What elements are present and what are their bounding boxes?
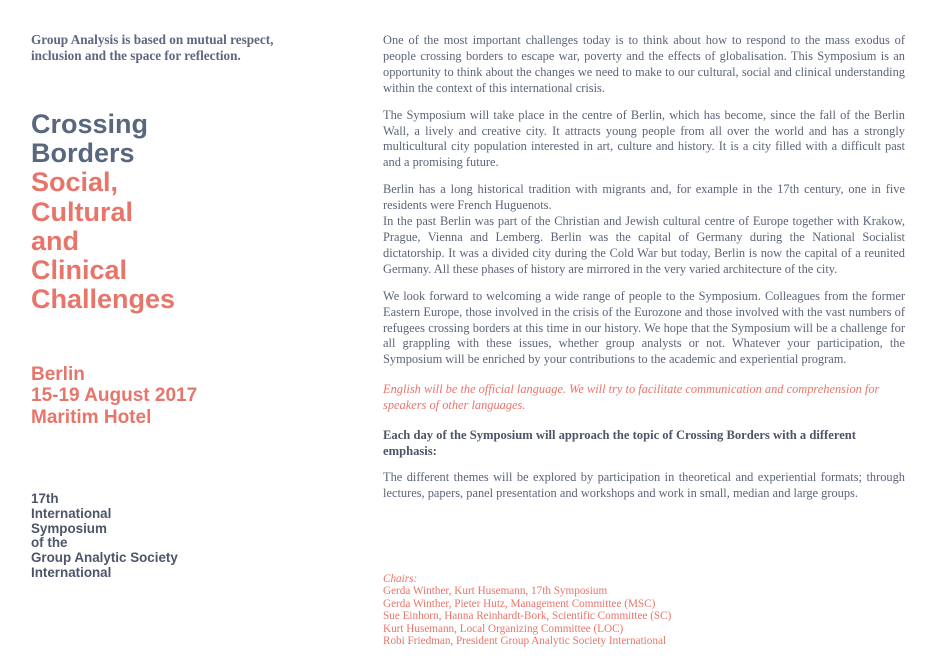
right-column: [383, 33, 905, 502]
title-line-social: Social,: [31, 167, 119, 198]
title-line-cultural: Cultural: [31, 196, 134, 227]
society-line: Group Analytic Society: [31, 550, 178, 566]
intro-paragraph: One of the most important challenges today is to think about how to respond to the mass exodus of people crossing borders to escape war, poverty and the effects of globalisation. This Symposium is an opportunity to think about the changes we need to make to our cultural, social and clinical understanding within the context of this international crisis.: [383, 33, 905, 95]
themes-paragraph: The different themes will be explored by participation in theoretical and experiential formats; through lectures, papers, panel presentation and workshops and work in small, median and large groups.: [383, 469, 905, 500]
society-line: International: [31, 505, 112, 521]
society-line: of the: [31, 535, 68, 551]
chairs-list: [383, 573, 903, 647]
welcome-paragraph: We look forward to welcoming a wide range of people to the Symposium. Colleagues from the former Eastern Europe, those involved in the crisis of the Eurozone and those involved with the vast numbers of refugees crossing borders at this time in our history. We hope that the Symposium will be a challenge for all grappling with these issues, whether group analysts or not. Whatever your participation, the Symposium will be enriched by your contributions to the academic and experiential program.: [383, 288, 905, 367]
event-venue: Maritim Hotel: [31, 406, 152, 428]
chairs-label: Chairs:: [383, 573, 418, 585]
emphasis-heading: Each day of the Symposium will approach the topic of Crossing Borders with a different emphasis:: [383, 428, 856, 458]
chair-entry: Gerda Winther, Pieter Hutz, Management Committee (MSC): [383, 597, 656, 610]
chair-entry: Robi Friedman, President Group Analytic Society International: [383, 635, 667, 648]
society-line: International: [31, 564, 112, 580]
title-line-borders: Borders: [31, 138, 135, 169]
title-line-and: and: [31, 225, 80, 256]
society-line: 17th: [31, 491, 59, 506]
chair-entry: Sue Einhorn, Hanna Reinhardt-Bork, Scientific Committee (SC): [383, 610, 672, 623]
tagline: Group Analysis is based on mutual respect, inclusion and the space for reflection.: [31, 32, 274, 63]
title-line-challenges: Challenges: [31, 284, 176, 315]
title-line-clinical: Clinical: [31, 255, 128, 286]
title-line-crossing: Crossing: [31, 109, 149, 139]
event-details: [31, 364, 331, 428]
chair-entry: Kurt Husemann, Local Organizing Committee (LOC): [383, 622, 624, 635]
society-line: Symposium: [31, 520, 107, 536]
venue-paragraph: The Symposium will take place in the centre of Berlin, which has become, since the fall of the Berlin Wall, a lively and creative city. It attracts young people from all over the world and has a strongly multicultural city population interested in art, culture and history. It is a city filled with a difficult past and a promising future.: [383, 107, 905, 170]
event-dates: 15-19 August 2017: [31, 385, 198, 407]
history-paragraph-a: Berlin has a long historical tradition with migrants and, for example in the 17th century, one in five residents were French Huguenots.: [383, 182, 905, 213]
society-block: [31, 492, 331, 581]
history-paragraph-b: In the past Berlin was part of the Christian and Jewish cultural centre of Europe together with Krakow, Prague, Vienna and Lemberg. Berlin was the capital of Germany during the National Socialist dictatorship. It was a divided city during the Cold War but today, Berlin is now the capital of a reunited Germany. All these phases of history are mirrored in the very varied architecture of the city.: [383, 214, 905, 276]
chair-entry: Gerda Winther, Kurt Husemann, 17th Symposium: [383, 585, 608, 598]
language-note: English will be the official language. We will try to facilitate communication and comprehension for speakers of other languages.: [383, 382, 880, 413]
event-city: Berlin: [31, 364, 85, 385]
page-title: [31, 110, 331, 314]
